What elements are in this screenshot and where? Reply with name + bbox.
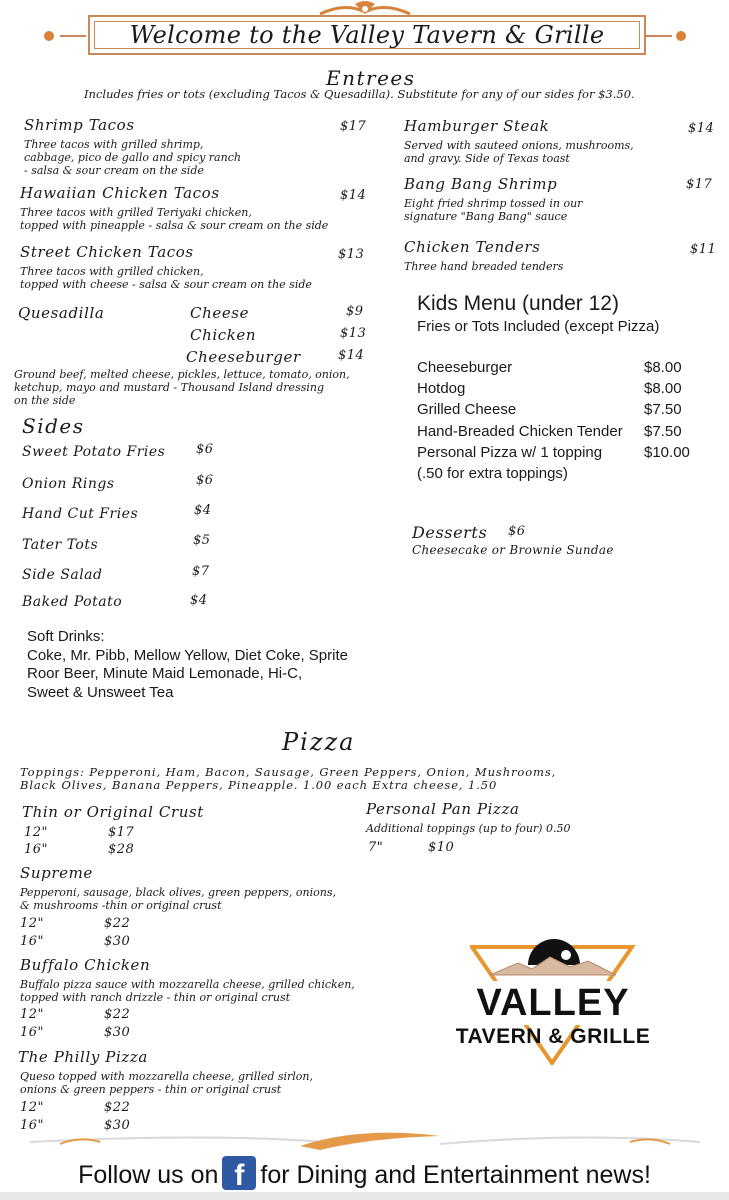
soft-drinks-line1: Coke, Mr. Pibb, Mellow Yellow, Diet Coke, Sprite (27, 646, 348, 664)
entree-chicken-tenders-desc: Three hand breaded tenders (404, 260, 564, 273)
soft-drinks-heading: Soft Drinks: (27, 628, 105, 645)
side-tater-tots-price: $5 (193, 533, 211, 548)
entree-bang-bang-shrimp-name: Bang Bang Shrimp (404, 175, 558, 193)
pizza-buffalo-16-price: $30 (104, 1025, 131, 1040)
kids-item-chicken-tender-price: $7.50 (644, 423, 682, 440)
pizza-personal-pan-size: 7" (368, 840, 384, 855)
side-side-salad-price: $7 (192, 564, 210, 579)
entree-shrimp-tacos-price: $17 (340, 119, 367, 134)
entree-shrimp-tacos-name: Shrimp Tacos (24, 116, 135, 134)
entree-chicken-tenders-name: Chicken Tenders (404, 238, 541, 256)
quesadilla-desc: Ground beef, melted cheese, pickles, lettuce, tomato, onion, ketchup, mayo and mustard - Thousand Island dressing on the side (14, 368, 350, 407)
side-onion-rings: Onion Rings (22, 476, 115, 492)
pizza-toppings: Toppings: Pepperoni, Ham, Bacon, Sausage, Green Peppers, Onion, Mushrooms, Black Olives, Banana Peppers, Pineapple. 1.00 each Extra cheese, 1.50 (20, 765, 557, 792)
kids-item-grilled-cheese: Grilled Cheese (417, 401, 517, 418)
kids-item-hotdog: Hotdog (417, 380, 466, 397)
pizza-supreme-16-size: 16" (20, 934, 45, 949)
side-baked-potato: Baked Potato (22, 594, 123, 610)
pizza-supreme-name: Supreme (20, 864, 93, 882)
side-sweet-potato-fries: Sweet Potato Fries (22, 444, 166, 460)
pizza-buffalo-name: Buffalo Chicken (20, 956, 151, 974)
side-sweet-potato-fries-price: $6 (196, 442, 214, 457)
pizza-buffalo-16-size: 16" (20, 1025, 45, 1040)
entree-bang-bang-shrimp-desc: Eight fried shrimp tossed in our signature "Bang Bang" sauce (404, 197, 583, 223)
pizza-thin-crust-name: Thin or Original Crust (22, 803, 204, 821)
page-title: Welcome to the Valley Tavern & Grille (129, 21, 605, 49)
kids-heading: Kids Menu (under 12) (417, 292, 619, 315)
pizza-philly-12-price: $22 (104, 1100, 131, 1115)
quesadilla-chicken: Chicken (190, 326, 257, 344)
sides-heading: Sides (22, 414, 85, 438)
pizza-philly-desc: Queso topped with mozzarella cheese, grilled sirlon, onions & green peppers - thin or original crust (20, 1070, 314, 1096)
pizza-thin-12-price: $17 (108, 825, 135, 840)
quesadilla-cheeseburger-price: $14 (338, 348, 365, 363)
side-hand-cut-fries: Hand Cut Fries (22, 506, 139, 522)
kids-item-hotdog-price: $8.00 (644, 380, 682, 397)
logo-valley-text: VALLEY (476, 982, 630, 1024)
quesadilla-name: Quesadilla (18, 304, 105, 322)
entree-street-tacos-desc: Three tacos with grilled chicken, topped with cheese - salsa & sour cream on the side (20, 265, 312, 291)
header-dot-right (676, 31, 686, 41)
side-hand-cut-fries-price: $4 (194, 503, 212, 518)
side-onion-rings-price: $6 (196, 473, 214, 488)
entree-hamburger-steak-desc: Served with sauteed onions, mushrooms, and gravy. Side of Texas toast (404, 139, 634, 165)
footer-band (0, 1192, 729, 1200)
entree-hamburger-steak-name: Hamburger Steak (404, 117, 550, 135)
logo-tavern-text: TAVERN & GRILLE (455, 1025, 651, 1048)
entree-hawaiian-tacos-desc: Three tacos with grilled Teriyaki chicken, topped with pineapple - salsa & sour cream on the side (20, 206, 329, 232)
side-side-salad: Side Salad (22, 567, 103, 583)
entree-street-tacos-price: $13 (338, 247, 365, 262)
entree-hawaiian-tacos-name: Hawaiian Chicken Tacos (20, 184, 220, 202)
kids-subheading: Fries or Tots Included (except Pizza) (417, 318, 660, 335)
kids-item-cheeseburger-price: $8.00 (644, 359, 682, 376)
kids-note: (.50 for extra toppings) (417, 465, 568, 482)
title-frame (88, 15, 646, 55)
kids-item-grilled-cheese-price: $7.50 (644, 401, 682, 418)
desserts-name: Desserts (412, 523, 488, 542)
quesadilla-cheese-price: $9 (346, 304, 364, 319)
entree-street-tacos-name: Street Chicken Tacos (20, 243, 194, 261)
quesadilla-chicken-price: $13 (340, 326, 367, 341)
desserts-price: $6 (508, 524, 526, 539)
side-baked-potato-price: $4 (190, 593, 208, 608)
kids-item-chicken-tender: Hand-Breaded Chicken Tender (417, 423, 623, 440)
pizza-philly-name: The Philly Pizza (18, 1048, 148, 1066)
pizza-heading: Pizza (282, 728, 356, 756)
soft-drinks (27, 628, 348, 702)
pizza-supreme-16-price: $30 (104, 934, 131, 949)
pizza-thin-16-size: 16" (24, 842, 49, 857)
kids-item-cheeseburger: Cheeseburger (417, 359, 513, 376)
header-line-left (60, 35, 86, 37)
kids-item-personal-pizza: Personal Pizza w/ 1 topping (417, 444, 603, 461)
desserts-desc: Cheesecake or Brownie Sundae (412, 543, 614, 557)
pizza-buffalo-12-size: 12" (20, 1007, 45, 1022)
entree-hamburger-steak-price: $14 (688, 121, 715, 136)
entree-bang-bang-shrimp-price: $17 (686, 177, 713, 192)
valley-logo (455, 935, 660, 1065)
pizza-philly-12-size: 12" (20, 1100, 45, 1115)
pizza-supreme-12-size: 12" (20, 916, 45, 931)
header-dot-left (44, 31, 54, 41)
entree-chicken-tenders-price: $11 (690, 242, 717, 257)
facebook-icon[interactable]: f (222, 1156, 256, 1190)
pizza-supreme-desc: Pepperoni, sausage, black olives, green peppers, onions, & mushrooms -thin or original crust (20, 886, 336, 912)
soft-drinks-line2: Roor Beer, Minute Maid Lemonade, Hi-C, (27, 665, 303, 682)
footer-text-after: for Dining and Entertainment news! (260, 1160, 651, 1189)
side-tater-tots: Tater Tots (22, 537, 99, 553)
kids-item-personal-pizza-price: $10.00 (644, 444, 690, 461)
pizza-philly-16-price: $30 (104, 1118, 131, 1133)
entrees-heading: Entrees (326, 66, 416, 90)
footer-text-before: Follow us on (78, 1160, 219, 1189)
entree-shrimp-tacos-desc: Three tacos with grilled shrimp, cabbage, pico de gallo and spicy ranch - salsa & sour cream on the side (24, 138, 241, 177)
pizza-personal-pan-price: $10 (428, 840, 455, 855)
pizza-thin-12-size: 12" (24, 825, 49, 840)
pizza-supreme-12-price: $22 (104, 916, 131, 931)
quesadilla-cheeseburger: Cheeseburger (186, 348, 301, 366)
soft-drinks-line3: Sweet & Unsweet Tea (27, 683, 174, 701)
header-line-right (646, 35, 672, 37)
pizza-personal-pan-desc: Additional toppings (up to four) 0.50 (366, 822, 571, 835)
pizza-thin-16-price: $28 (108, 842, 135, 857)
quesadilla-cheese: Cheese (190, 304, 250, 322)
entree-hawaiian-tacos-price: $14 (340, 188, 367, 203)
pizza-philly-16-size: 16" (20, 1118, 45, 1133)
pizza-buffalo-12-price: $22 (104, 1007, 131, 1022)
pizza-personal-pan-name: Personal Pan Pizza (366, 800, 520, 818)
pizza-buffalo-desc: Buffalo pizza sauce with mozzarella cheese, grilled chicken, topped with ranch drizzle - thin or original crust (20, 978, 355, 1004)
entrees-note: Includes fries or tots (excluding Tacos & Quesadilla). Substitute for any of our sides for $3.50. (84, 87, 635, 101)
